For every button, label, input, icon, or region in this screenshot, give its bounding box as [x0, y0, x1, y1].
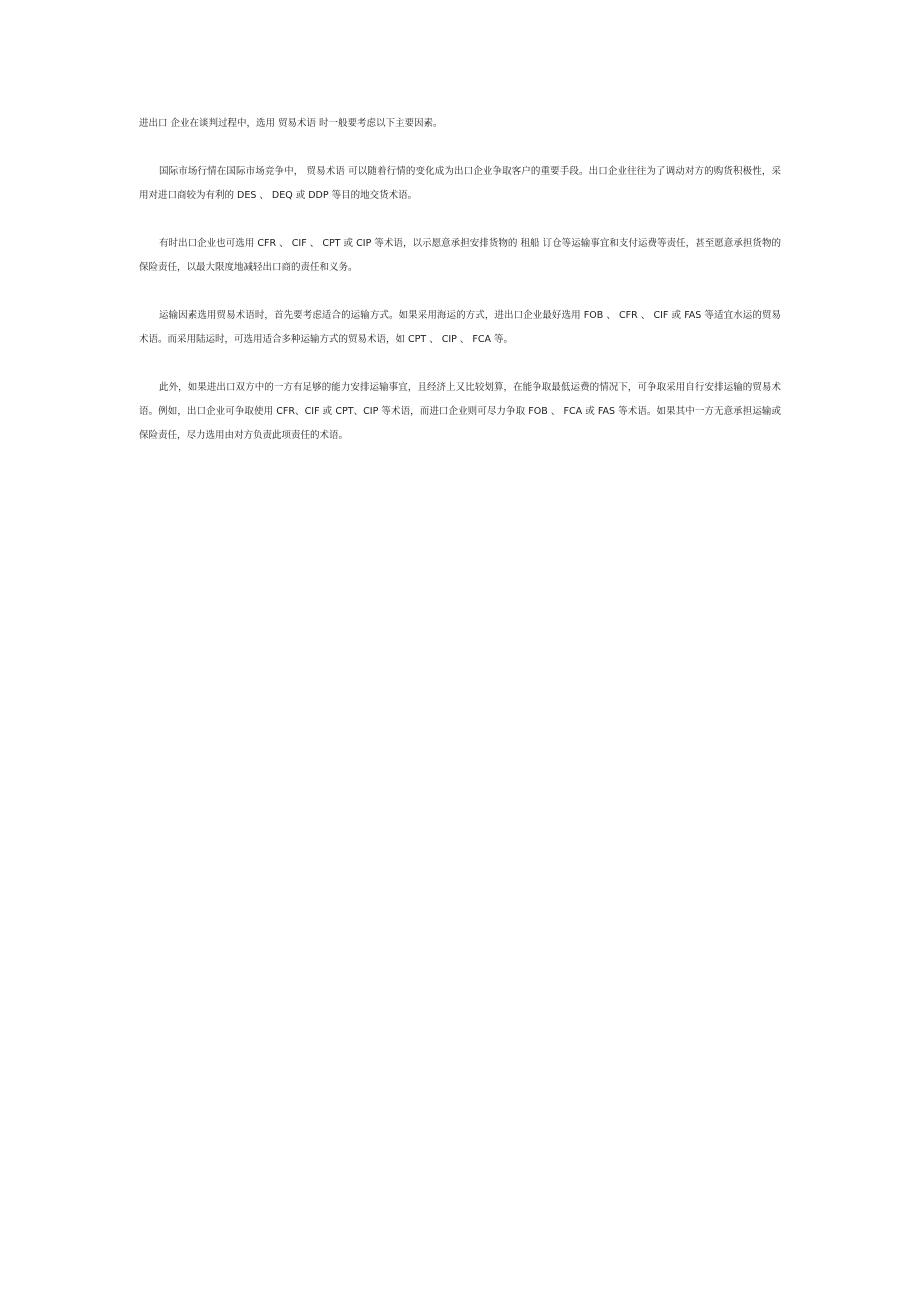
- paragraph-3: 有时出口企业也可选用 CFR 、 CIF 、 CPT 或 CIP 等术语，以示愿意承担安排货物的 租船 订仓等运输事宜和支付运费等责任，甚至愿意承担货物的保险责任，以最大限度地减轻出口商的责任和义务。: [139, 238, 781, 273]
- paragraph-5: 此外，如果进出口双方中的一方有足够的能力安排运输事宜，且经济上又比较划算，在能争取最低运费的情况下，可争取采用自行安排运输的贸易术语。例如，出口企业可争取使用 CFR、CIF 或 CPT、CIP 等术语，而进口企业则可尽力争取 FOB 、 FCA 或 FAS 等术语。如果其中一方无意承担运输或保险责任，尽力选用由对方负责此项责任的术语。: [139, 382, 781, 441]
- paragraph-1: 进出口 企业在谈判过程中，选用 贸易术语 时一般要考虑以下主要因素。: [139, 118, 443, 129]
- paragraph-2: 国际市场行情在国际市场竞争中， 贸易术语 可以随着行情的变化成为出口企业争取客户的重要手段。出口企业往往为了调动对方的购货积极性，采用对进口商较为有利的 DES 、 DEQ 或 DDP 等目的地交货术语。: [139, 166, 781, 201]
- paragraph-4: 运输因素选用贸易术语时，首先要考虑适合的运输方式。如果采用海运的方式，进出口企业最好选用 FOB 、 CFR 、 CIF 或 FAS 等适宜水运的贸易术语。而采用陆运时，可选用适合多种运输方式的贸易术语，如 CPT 、 CIP 、 FCA 等。: [139, 310, 781, 345]
